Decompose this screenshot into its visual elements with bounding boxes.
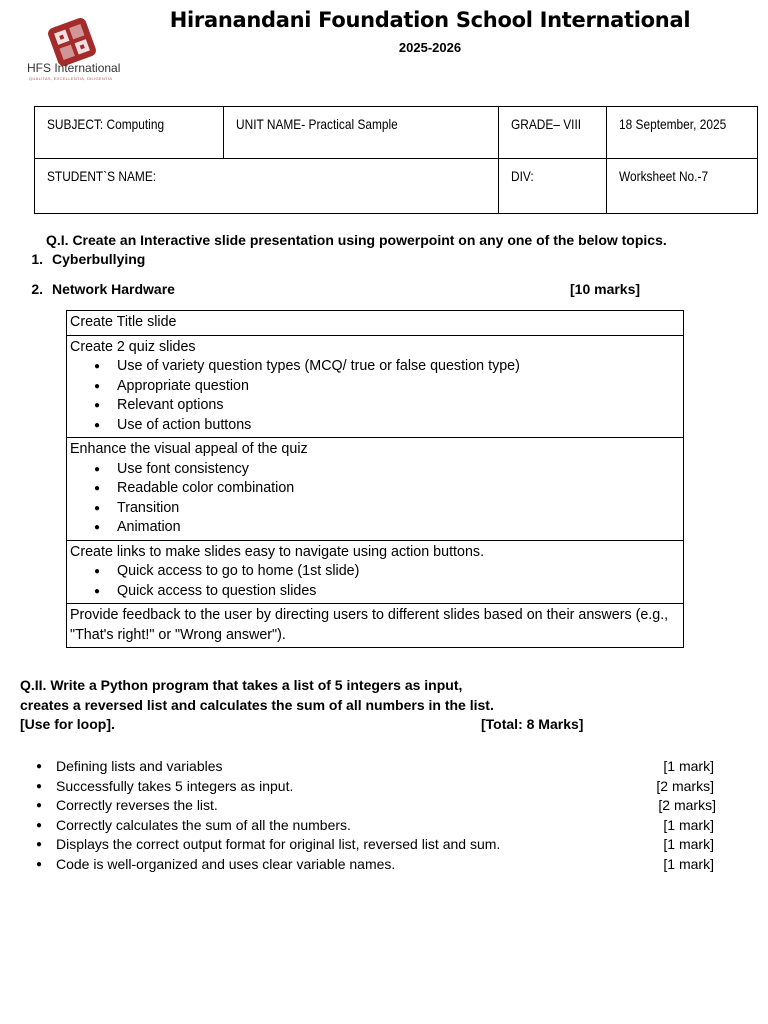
q2-total: [Total: 8 Marks] bbox=[481, 716, 584, 732]
topic-item: 2. Network Hardware bbox=[31, 281, 175, 297]
topic-item: 1. Cyberbullying bbox=[31, 251, 146, 267]
criteria-item: ● Correctly calculates the sum of all the numbers. [1 mark] bbox=[36, 816, 714, 833]
info-table bbox=[34, 106, 758, 214]
logo-text: HFS International bbox=[27, 61, 121, 75]
rubric-row: Create 2 quiz slides ● Use of variety question types (MCQ/ true or false question type) ● Appropriate question ● Relevant options ● Use of action buttons bbox=[67, 335, 684, 438]
rubric-item: ● Transition bbox=[117, 499, 680, 519]
criteria-list bbox=[36, 757, 718, 874]
student-name-cell: STUDENT`S NAME: bbox=[35, 159, 499, 214]
q1-prompt: Q.I. Create an Interactive slide presentation using powerpoint on any one of the below topics. bbox=[46, 232, 667, 248]
criteria-item: ● Defining lists and variables [1 mark] bbox=[36, 758, 714, 774]
rubric-item: ● Use of action buttons bbox=[117, 416, 680, 436]
school-name: Hiranandani Foundation School International bbox=[169, 8, 691, 32]
unit-cell: UNIT NAME- Practical Sample bbox=[223, 107, 499, 159]
academic-year: 2025-2026 bbox=[398, 40, 462, 55]
rubric-item: ● Relevant options bbox=[117, 396, 680, 416]
rubric-item: ● Use of variety question types (MCQ/ true or false question type) bbox=[117, 357, 680, 377]
rubric-row: Provide feedback to the user by directing users to different slides based on their answers (e.g., "That's right!" or "Wrong answer"). bbox=[67, 604, 684, 648]
criteria-item: ● Code is well-organized and uses clear variable names. [1 mark] bbox=[36, 855, 714, 872]
rubric-item: ● Appropriate question bbox=[117, 377, 680, 397]
subject-cell: SUBJECT: Computing bbox=[35, 107, 224, 159]
q2-prompt: Q.II. Write a Python program that takes a list of 5 integers as input, creates a reversed list and calculates the sum of all numbers in the list. [Use for loop]. bbox=[20, 677, 494, 732]
logo-motto: QUALITAS, EXCELLENTIA, DILIGENTIA bbox=[29, 76, 113, 81]
rubric-item: ● Use font consistency bbox=[117, 460, 680, 480]
rubric-row: Create Title slide bbox=[67, 311, 684, 336]
q1-marks: [10 marks] bbox=[570, 281, 641, 297]
criteria-item: ● Successfully takes 5 integers as input. [2 marks] bbox=[36, 777, 714, 794]
worksheet-cell: Worksheet No.-7 bbox=[606, 159, 757, 214]
rubric-row: Enhance the visual appeal of the quiz ● Use font consistency ● Readable color combination ● Transition ● Animation bbox=[67, 438, 684, 541]
grade-cell: GRADE– VIII bbox=[499, 107, 606, 159]
rubric-item: ● Quick access to go to home (1st slide) bbox=[117, 562, 680, 582]
rubric-item: ● Animation bbox=[117, 518, 680, 538]
rubric-table bbox=[66, 310, 684, 648]
rubric-row: Create links to make slides easy to navigate using action buttons. ● Quick access to go to home (1st slide) ● Quick access to question slides bbox=[67, 540, 684, 604]
div-cell: DIV: bbox=[499, 159, 606, 214]
criteria-item: ● Displays the correct output format for original list, reversed list and sum. [1 mark] bbox=[36, 836, 714, 852]
rubric-item: ● Readable color combination bbox=[117, 479, 680, 499]
rubric-item: ● Quick access to question slides bbox=[117, 582, 680, 602]
criteria-item: ● Correctly reverses the list. [2 marks] bbox=[36, 797, 716, 813]
date-cell: 18 September, 2025 bbox=[606, 107, 757, 159]
